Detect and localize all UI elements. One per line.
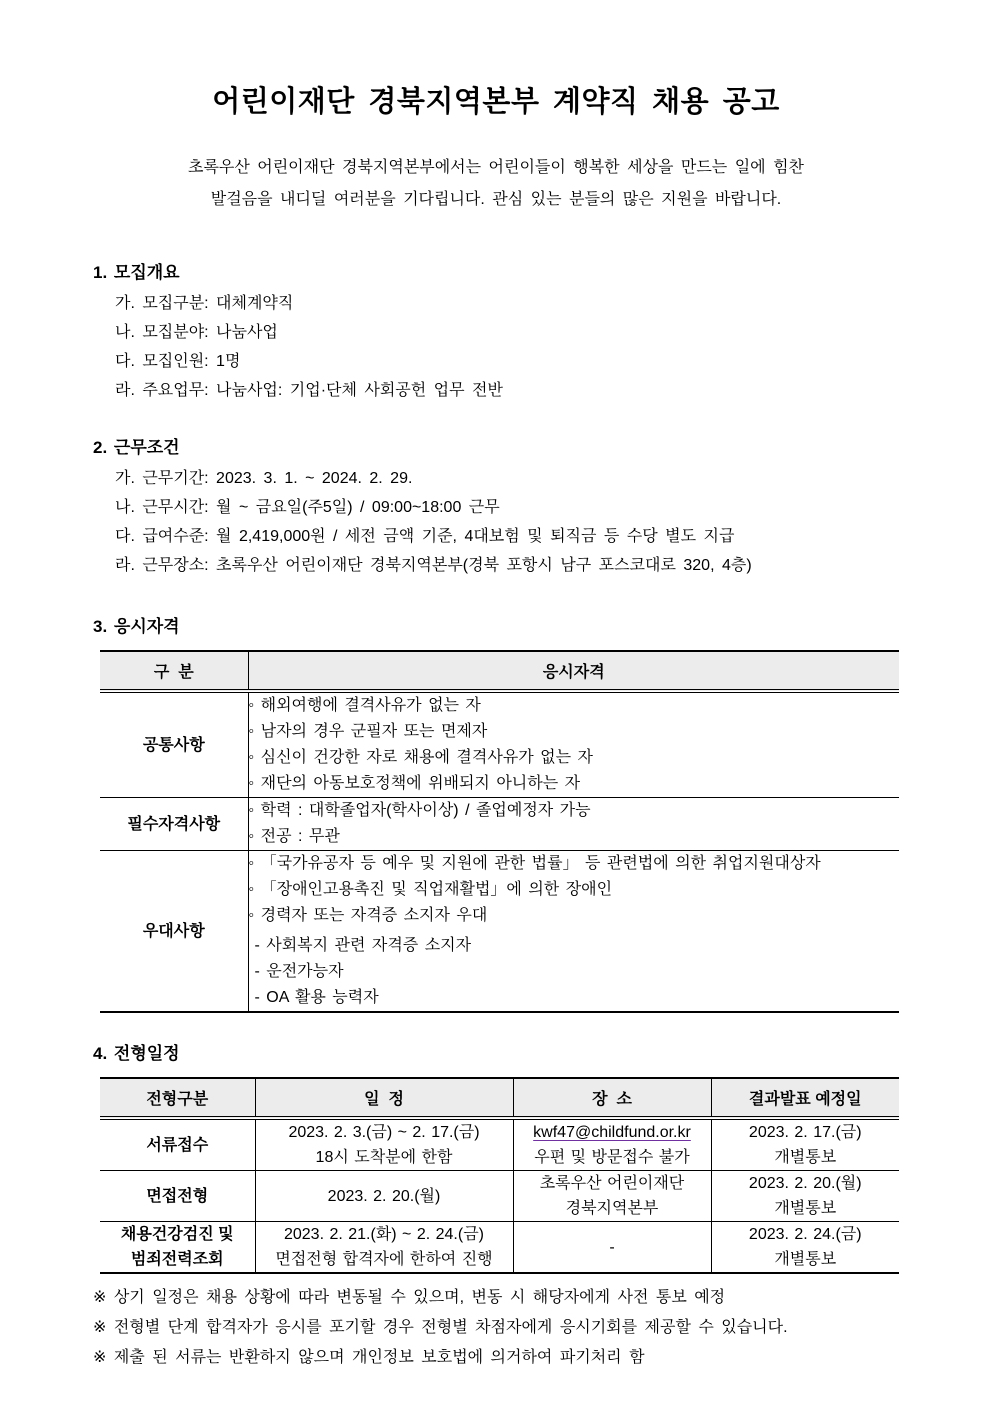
- row-label-documents: 서류접수: [100, 1118, 255, 1171]
- overview-item: 가. 모집구분: 대체계약직: [115, 295, 294, 312]
- intro-line: 발걸음을 내디딜 여러분을 기다립니다. 관심 있는 분들의 많은 지원을 바랍니다.: [210, 191, 782, 208]
- overview-item: 라. 주요업무: 나눔사업: 기업·단체 사회공헌 업무 전반: [115, 382, 503, 399]
- interview-place-line: 경북지역본부: [565, 1200, 659, 1217]
- row-label-required: 필수자격사항: [100, 798, 248, 851]
- overview-item: 나. 모집분야: 나눔사업: [115, 324, 278, 341]
- qualification-cell-required: [248, 798, 899, 851]
- documents-date-note: 18시 도착분에 한함: [315, 1149, 453, 1166]
- qualification-subitem: - 사회복지 관련 자격증 소지자: [254, 937, 472, 954]
- work-conditions-item: 다. 급여수준: 월 2,419,000원 / 세전 금액 기준, 4대보험 및 퇴직금 등 수당 별도 지급: [115, 528, 735, 545]
- health-check-result-date: 2023. 2. 24.(금): [748, 1226, 862, 1243]
- work-conditions-item: 라. 근무장소: 초록우산 어린이재단 경북지역본부(경북 포항시 남구 포스코대로 320, 4층): [115, 557, 752, 574]
- column-header-result: 결과발표 예정일: [711, 1078, 899, 1118]
- interview-result-cell: [711, 1171, 899, 1222]
- qualification-item: ◦ 심신이 건강한 자로 채용에 결격사유가 없는 자: [248, 749, 593, 766]
- interview-date-cell: [255, 1171, 513, 1222]
- column-header-division: 구 분: [100, 651, 248, 691]
- email-link[interactable]: kwf47@childfund.or.kr: [533, 1124, 691, 1141]
- section-work-conditions: [93, 433, 899, 580]
- note-item: ※ 전형별 단계 합격자가 응시를 포기할 경우 전형별 차점자에게 응시기회를 제공할 수 있습니다.: [93, 1319, 788, 1336]
- health-check-date-range: 2023. 2. 21.(화) ~ 2. 24.(금): [283, 1226, 484, 1243]
- table-row-documents: [100, 1118, 899, 1171]
- table-row-preferred: [100, 851, 899, 1013]
- section-qualifications: [93, 612, 899, 1013]
- qualifications-table: [100, 650, 899, 1013]
- qualification-item: ◦ 전공 : 무관: [248, 828, 340, 845]
- qualification-item: ◦ 「국가유공자 등 예우 및 지원에 관한 법률」 등 관련법에 의한 취업지원대상자: [248, 855, 821, 872]
- qualification-item: ◦ 남자의 경우 군필자 또는 면제자: [248, 723, 488, 740]
- table-row-interview: [100, 1171, 899, 1222]
- qualification-item: ◦ 「장애인고용촉진 및 직업재활법」에 의한 장애인: [248, 881, 613, 898]
- column-header-date: 일 정: [255, 1078, 513, 1118]
- qualifications-header-row: [100, 651, 899, 691]
- qualification-item: ◦ 해외여행에 결격사유가 없는 자: [248, 697, 481, 714]
- documents-place-note: 우편 및 방문접수 불가: [534, 1149, 690, 1166]
- work-conditions-item: 가. 근무기간: 2023. 3. 1. ~ 2024. 2. 29.: [115, 470, 413, 487]
- qualification-subitem: - OA 활용 능력자: [254, 989, 379, 1006]
- column-header-place: 장 소: [513, 1078, 711, 1118]
- schedule-table-wrap: [100, 1077, 899, 1274]
- schedule-table: [100, 1077, 899, 1274]
- qualification-cell-preferred: [248, 851, 899, 1013]
- overview-item: 다. 모집인원: 1명: [115, 353, 241, 370]
- interview-date: 2023. 2. 20.(월): [327, 1187, 441, 1205]
- note-item: ※ 제출 된 서류는 반환하지 않으며 개인정보 보호법에 의거하여 파기처리 함: [93, 1349, 645, 1366]
- work-conditions-item: 나. 근무시간: 월 ~ 금요일(주5일) / 09:00~18:00 근무: [115, 499, 500, 516]
- row-label-interview: 면접전형: [100, 1171, 255, 1222]
- health-check-result-cell: [711, 1222, 899, 1274]
- documents-result-note: 개별통보: [774, 1149, 837, 1166]
- column-header-stage: 전형구분: [100, 1078, 255, 1118]
- section-heading-qualifications: 3. 응시자격: [93, 617, 180, 636]
- interview-place-line: 초록우산 어린이재단: [539, 1175, 685, 1192]
- interview-result-note: 개별통보: [774, 1200, 837, 1217]
- documents-place-cell: [513, 1118, 711, 1171]
- qualification-item: ◦ 학력 : 대학졸업자(학사이상) / 졸업예정자 가능: [248, 802, 591, 819]
- row-label-health-check: [100, 1222, 255, 1274]
- qualification-cell-common: [248, 691, 899, 798]
- section-heading-overview: 1. 모집개요: [93, 263, 180, 282]
- health-check-result-note: 개별통보: [774, 1251, 837, 1268]
- documents-result-date: 2023. 2. 17.(금): [748, 1124, 862, 1141]
- row-label-preferred: 우대사항: [100, 851, 248, 1013]
- table-row-common: [100, 691, 899, 798]
- work-conditions-item-list: [93, 464, 899, 580]
- schedule-header-row: [100, 1078, 899, 1118]
- documents-date-cell: [255, 1118, 513, 1171]
- row-label-common: 공통사항: [100, 691, 248, 798]
- table-row-required: [100, 798, 899, 851]
- section-heading-work-conditions: 2. 근무조건: [93, 438, 180, 457]
- qualification-item: ◦ 재단의 아동보호정책에 위배되지 아니하는 자: [248, 775, 581, 792]
- interview-place-cell: [513, 1171, 711, 1222]
- intro-line: 초록우산 어린이재단 경북지역본부에서는 어린이들이 행복한 세상을 만드는 일에 힘찬: [188, 159, 804, 176]
- section-overview: [93, 258, 899, 405]
- section-heading-schedule: 4. 전형일정: [93, 1044, 180, 1063]
- qualification-subitem: - 운전가능자: [254, 963, 344, 980]
- page-title: 어린이재단 경북지역본부 계약직 채용 공고: [212, 86, 780, 118]
- health-check-place: -: [609, 1238, 615, 1256]
- table-row-health-check: [100, 1222, 899, 1274]
- health-check-date-cell: [255, 1222, 513, 1274]
- note-item: ※ 상기 일정은 채용 상황에 따라 변동될 수 있으며, 변동 시 해당자에게 사전 통보 예정: [93, 1289, 726, 1306]
- qualification-item: ◦ 경력자 또는 자격증 소지자 우대: [248, 907, 488, 924]
- health-check-place-cell: [513, 1222, 711, 1274]
- column-header-qualification: 응시자격: [248, 651, 899, 691]
- intro-paragraph: [93, 152, 899, 216]
- health-check-date-note: 면접전형 합격자에 한하여 진행: [275, 1251, 493, 1268]
- overview-item-list: [93, 289, 899, 405]
- health-check-label-line: 채용건강검진 및: [120, 1226, 234, 1243]
- health-check-label-line: 범죄전력조회: [130, 1251, 224, 1268]
- interview-result-date: 2023. 2. 20.(월): [748, 1175, 862, 1192]
- documents-result-cell: [711, 1118, 899, 1171]
- section-schedule: [93, 1039, 899, 1274]
- documents-date-range: 2023. 2. 3.(금) ~ 2. 17.(금): [288, 1124, 480, 1141]
- footnotes: [93, 1283, 899, 1373]
- qualifications-table-wrap: [100, 650, 899, 1013]
